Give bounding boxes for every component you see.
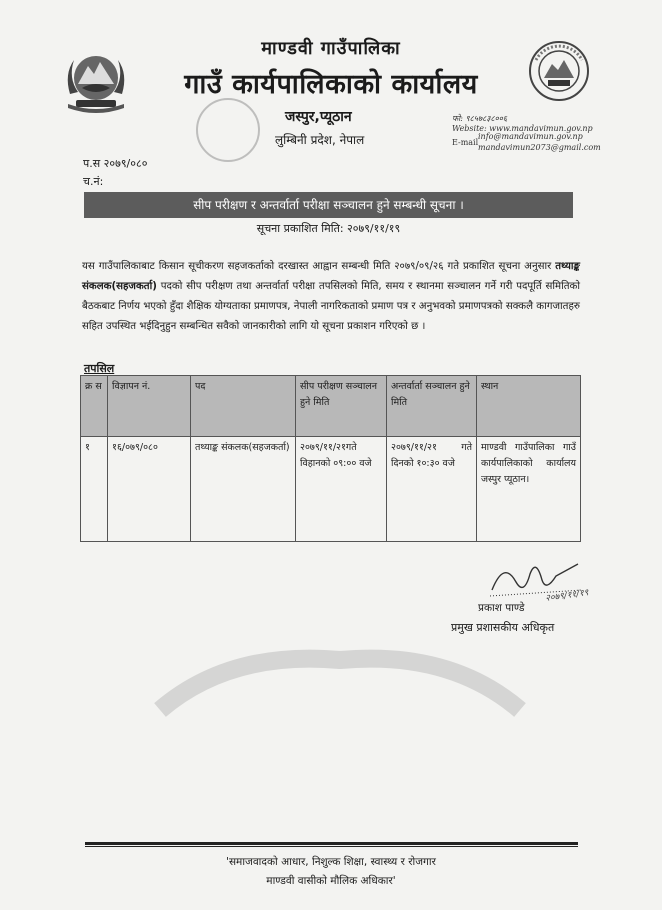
org-name: माण्डवी गाउँपालिका bbox=[261, 38, 401, 59]
notice-title: सीप परीक्षण र अन्तर्वार्ता परीक्षा सञ्चालन हुने सम्बन्धी सूचना । bbox=[84, 192, 573, 218]
col-sn: क्र स bbox=[81, 376, 108, 437]
col-interview-date: अन्तर्वार्ता सञ्चालन हुने मिति bbox=[387, 376, 477, 437]
table-row bbox=[81, 437, 581, 542]
footer-slogan-line1: 'समाजवादको आधार, निशुल्क शिक्षा, स्वास्थ्य र रोजगार bbox=[226, 856, 436, 868]
address-line2: लुम्बिनी प्रदेश, नेपाल bbox=[275, 133, 365, 147]
address-line1: जस्पुर,प्यूठान bbox=[285, 109, 352, 125]
notice-body bbox=[82, 257, 580, 337]
footer-divider-thin bbox=[85, 846, 578, 847]
email-secondary: mandavimun2073@gmail.com bbox=[478, 143, 601, 152]
cell-venue: माण्डवी गाउँपालिका गाउँ कार्यपालिकाको कार्यालय जस्पुर प्यूठान। bbox=[477, 437, 581, 542]
cell-post: तथ्याङ्क संकलक(सहजकर्ता) bbox=[191, 437, 296, 542]
notice-body-end: पदको सीप परीक्षण तथा अन्तर्वार्ता परीक्षा तपसिलको मिति, समय र स्थानमा सञ्चालन गर्ने गरी पदपूर्ति समितिको बैठकबाट निर्णय भएको हुँदा शैक्षिक योग्यताका प्रमाणपत्र, नेपाली नागरिकताको प्रमाण पत्र र अनुभवको प्रमाणपत्रको सक्कलै कागजातहरु सहित उपस्थित भईदिनुहुन सम्बन्धित सवैको जानकारीको लागि यो सूचना प्रकाशन गरिएको छ । bbox=[82, 281, 580, 332]
signatory-title: प्रमुख प्रशासकीय अधिकृत bbox=[451, 621, 555, 634]
cell-interview: २०७९/११/२१ गते दिनको १०:३० वजे bbox=[387, 437, 477, 542]
col-post: पद bbox=[191, 376, 296, 437]
post-name-bold: तथ्याङ्क संकलक(सहजकर्ता) bbox=[82, 261, 580, 292]
dispatch-number: च.नं: bbox=[83, 175, 104, 188]
schedule-heading: तपसिल bbox=[84, 362, 115, 375]
cell-ad-no: १६/०७९/०८० bbox=[108, 437, 191, 542]
table-header-row bbox=[81, 376, 581, 437]
office-stamp bbox=[196, 98, 260, 162]
email-label: E-mail bbox=[452, 138, 479, 147]
published-date: सूचना प्रकाशित मिति: २०७९/११/१९ bbox=[256, 222, 401, 235]
watermark bbox=[150, 640, 530, 750]
signature-date: २०७९/११/१९ bbox=[544, 588, 590, 604]
schedule-table bbox=[80, 375, 581, 542]
email-primary: info@mandavimun.gov.np bbox=[478, 132, 583, 141]
col-venue: स्थान bbox=[477, 376, 581, 437]
col-skill-test-date: सीप परीक्षण सञ्चालन हुने मिति bbox=[296, 376, 387, 437]
signatory-name: प्रकाश पाण्डे bbox=[478, 602, 525, 614]
website: Website: www.mandavimun.gov.np bbox=[452, 124, 593, 133]
reference-number: प.स २०७९/०८० bbox=[83, 157, 148, 170]
footer-slogan-line2: माण्डवी वासीको मौलिक अधिकार' bbox=[266, 875, 396, 887]
footer-divider bbox=[85, 842, 578, 845]
cell-sn: १ bbox=[81, 437, 108, 542]
cell-skill-test: २०७९/११/२१गते विहानको ०९:०० वजे bbox=[296, 437, 387, 542]
office-name: गाउँ कार्यपालिकाको कार्यालय bbox=[184, 69, 478, 100]
notice-body-start: यस गाउँपालिकाबाट किसान सूचीकरण सहजकर्ताको दरखास्त आह्वान सम्बन्धी मिति २०७९/०९/२६ गते प्रकाशित सूचना अनुसार bbox=[82, 261, 556, 272]
phone-number: फो: ९८५७८३८००६ bbox=[452, 114, 508, 123]
col-ad-no: विज्ञापन नं. bbox=[108, 376, 191, 437]
